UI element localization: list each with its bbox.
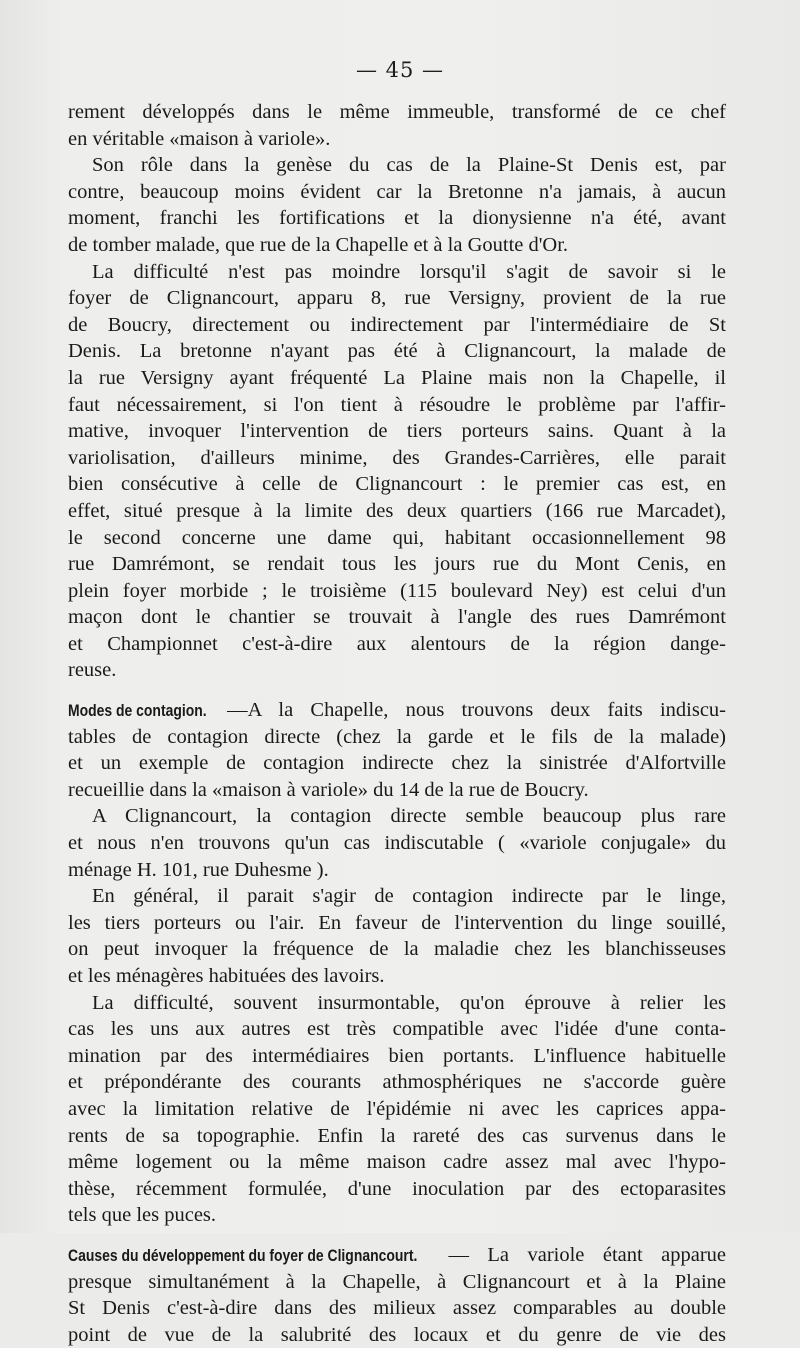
text-line: rement développés dans le même immeuble, transformé de ce chef [68,101,726,123]
text-line: effet, situé presque à la limite des deux quartiers (166 rue Marcadet), [68,499,726,522]
paragraph [68,697,726,803]
text-line: en véritable «maison à variole». [68,127,331,150]
text-line: La difficulté n'est pas moindre lorsqu'il s'agit de savoir si le [92,260,726,283]
text-line: point de vue de la salubrité des locaux et du genre de vie des [68,1323,726,1346]
paragraph [68,99,726,152]
text-line: bien consécutive à celle de Clignancourt : le premier cas est, en [68,473,726,496]
text-line: on peut invoquer la fréquence de la maladie chez les blanchisseuses [68,938,726,961]
paragraph [68,259,726,685]
text-line: thèse, récemment formulée, d'une inoculation par des ectoparasites [68,1177,726,1200]
text-line: et Championnet c'est-à-dire aux alentours de la région dange- [68,632,726,655]
text-line [68,1242,726,1269]
paragraph [68,152,726,258]
section-heading: Causes du développement du foyer de Clignancourt. [68,1245,418,1265]
text-line: tables de contagion directe (chez la garde et le fils de la malade) [68,725,726,748]
text-line: faut nécessairement, si l'on tient à résoudre le problème par l'affir- [68,393,726,416]
text-run: —A la Chapelle, nous trouvons deux faits indiscu- [227,699,726,722]
text-line: la rue Versigny ayant fréquenté La Plaine mais non la Chapelle, il [68,366,726,389]
text-line: moment, franchi les fortifications et la dionysienne n'a été, avant [68,207,726,230]
text-line: ménage H. 101, rue Duhesme ). [68,858,329,881]
text-line [68,697,726,724]
text-line: rue Damrémont, se rendait tous les jours rue du Mont Cenis, en [68,553,726,576]
text-line: Son rôle dans la genèse du cas de la Plaine-St Denis est, par [92,154,726,177]
text-line: et nous n'en trouvons qu'un cas indiscutable ( «variole conjugale» du [68,832,726,855]
text-line: mination par des intermédiaires bien portants. L'influence habituelle [68,1044,726,1067]
text-line: et un exemple de contagion indirecte chez la sinistrée d'Alfortville [68,752,726,775]
text-line: cas les uns aux autres est très compatible avec l'idée d'une conta- [68,1018,726,1041]
paragraph [68,803,726,883]
text-line: Denis. La bretonne n'ayant pas été à Clignancourt, la malade de [68,340,726,363]
paragraph-gap [68,1229,726,1242]
section-heading: Modes de contagion. [68,701,207,721]
text-line: et les ménagères habituées des lavoirs. [68,965,385,987]
text-line: les tiers porteurs ou l'air. En faveur de l'intervention du linge souillé, [68,911,726,934]
body-text [68,99,726,1348]
text-run: — La variole étant apparue [430,1243,726,1266]
text-line: même logement ou la même maison cadre assez mal avec l'hypo- [68,1151,726,1174]
text-line: St Denis c'est-à-dire dans des milieux assez comparables au double [68,1297,726,1320]
text-line: rents de sa topographie. Enfin la rareté des cas survenus dans le [68,1124,726,1147]
paragraph [68,883,726,989]
text-line: mative, invoquer l'intervention de tiers porteurs sains. Quant à la [68,420,726,443]
text-line: La difficulté, souvent insurmontable, qu'on éprouve à relier les [92,991,726,1014]
paragraph-gap [68,684,726,697]
text-line: recueillie dans la «maison à variole» du 14 de la rue de Boucry. [68,778,589,801]
text-line: maçon dont le chantier se trouvait à l'angle des rues Damrémont [68,606,726,629]
paragraph [68,1242,726,1348]
page-number: — 45 — [355,58,445,82]
text-line: plein foyer morbide ; le troisième (115 boulevard Ney) est celui d'un [68,579,726,602]
paragraph [68,990,726,1229]
text-line: et prépondérante des courants athmosphériques ne s'accorde guère [68,1071,726,1094]
text-line: presque simultanément à la Chapelle, à Clignancourt et à la Plaine [68,1270,726,1293]
text-line: de tomber malade, que rue de la Chapelle et à la Goutte d'Or. [68,233,569,256]
text-line: variolisation, d'ailleurs minime, des Grandes-Carrières, elle parait [68,446,726,469]
text-line: de Boucry, directement ou indirectement par l'intermédiaire de St [68,313,726,336]
text-line: A Clignancourt, la contagion directe semble beaucoup plus rare [92,805,726,828]
text-line: tels que les puces. [68,1204,217,1227]
text-line: contre, beaucoup moins évident car la Bretonne n'a jamais, à aucun [68,180,726,203]
text-line: avec la limitation relative de l'épidémie ni avec les caprices appa- [68,1097,726,1120]
text-line: reuse. [68,659,117,682]
text-line: En général, il parait s'agir de contagion indirecte par le linge, [92,885,726,908]
text-line: le second concerne une dame qui, habitant occasionnellement 98 [68,526,726,549]
text-line: foyer de Clignancourt, apparu 8, rue Versigny, provient de la rue [68,287,726,310]
